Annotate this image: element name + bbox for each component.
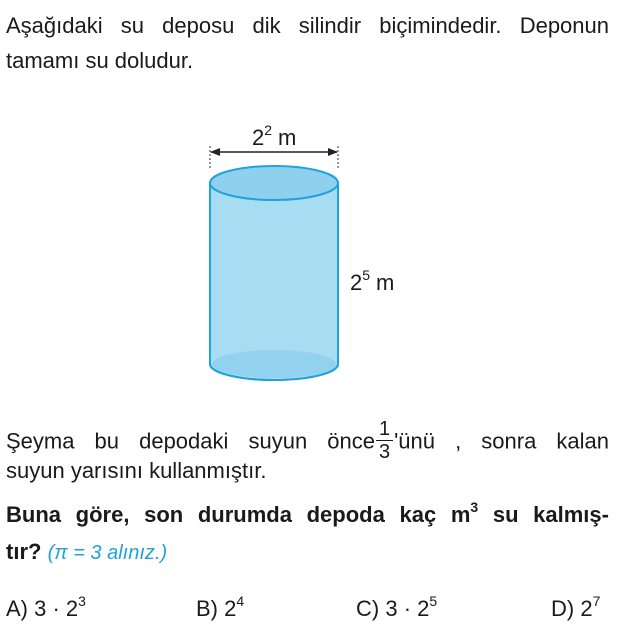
- cylinder-figure: [190, 118, 395, 388]
- diameter-label: $2^2$ m: [252, 122, 297, 150]
- choice-d[interactable]: D) $2^7$: [551, 592, 601, 621]
- story-text-before-fraction: Şeyma bu depodaki suyun önce: [6, 428, 375, 454]
- story-text-after-fraction: 'ünü , sonra kalan: [394, 428, 609, 454]
- question-line-1: [6, 498, 609, 528]
- fraction-denominator: 3: [378, 441, 391, 463]
- fraction-numerator: 1: [376, 418, 393, 441]
- question-text-1: Buna göre, son durumda depoda kaç $m^3$: [6, 498, 479, 527]
- intro-line-2: tamamı su doludur.: [6, 48, 194, 73]
- question-text-3: tır?: [6, 539, 42, 564]
- choice-c[interactable]: C) $3 \cdot 2^5$: [356, 592, 438, 621]
- cylinder: [210, 166, 338, 380]
- pi-hint: (π = 3 alınız.): [47, 542, 168, 564]
- question-line-2: [6, 539, 167, 566]
- choice-a[interactable]: A) $3 \cdot 2^3$: [6, 592, 86, 621]
- choice-b[interactable]: B) $2^4$: [196, 592, 245, 621]
- question-text-2: su kalmış-: [492, 502, 609, 527]
- fraction-one-third: [376, 418, 393, 463]
- height-label: $2^5$ m: [350, 267, 395, 295]
- intro-line-1: Aşağıdaki su deposu dik silindir biçimindedir. Deponun: [6, 13, 609, 38]
- story-line-2: suyun yarısını kullanmıştır.: [6, 458, 267, 483]
- unit-exponent: 3: [470, 498, 479, 515]
